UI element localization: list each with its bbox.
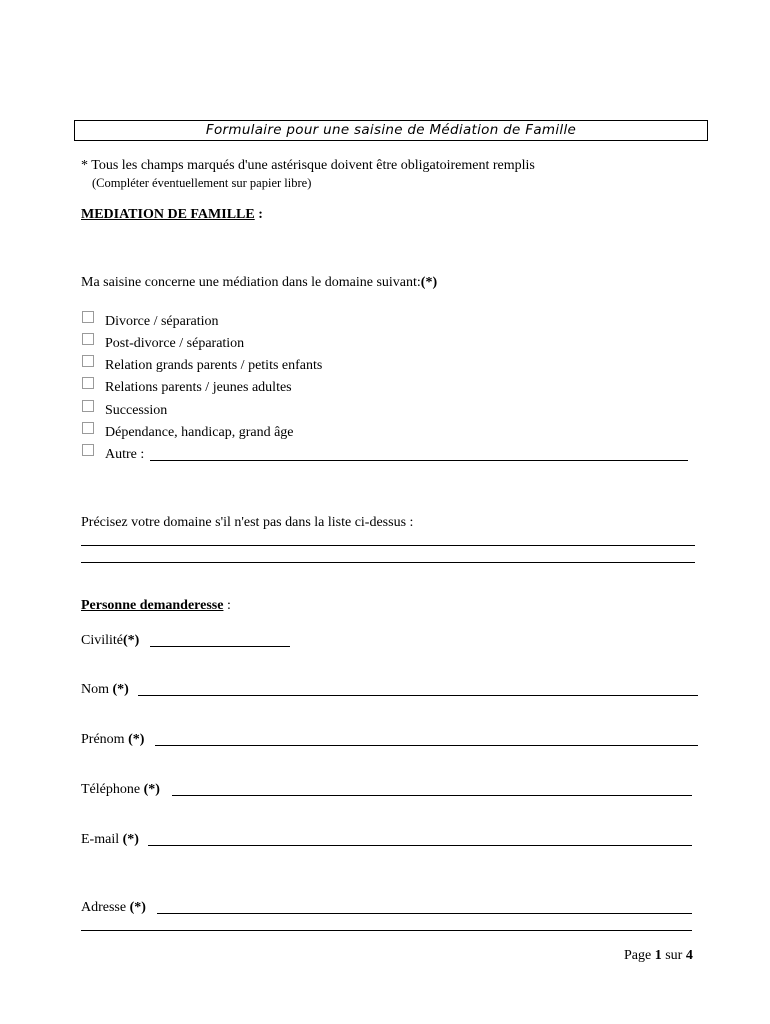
domain-label-dependance: Dépendance, handicap, grand âge xyxy=(105,425,294,440)
domain-question-text: Ma saisine concerne une médiation dans le domaine suivant: xyxy=(81,275,421,290)
nom-input-line[interactable] xyxy=(138,695,698,696)
prenom-label-text: Prénom xyxy=(81,732,129,747)
email-input-line[interactable] xyxy=(148,845,692,846)
required-marker: (*) xyxy=(112,682,129,697)
required-marker: (*) xyxy=(128,732,145,747)
page-number xyxy=(624,948,693,964)
telephone-label-text: Téléphone xyxy=(81,782,144,797)
checkbox-autre[interactable] xyxy=(82,444,94,456)
domain-label-succession: Succession xyxy=(105,403,168,418)
adresse-label-text: Adresse xyxy=(81,900,130,915)
adresse-input-line-1[interactable] xyxy=(157,913,692,914)
civilite-label-text: Civilité xyxy=(81,633,123,648)
precise-label: Précisez votre domaine s'il n'est pas dans la liste ci-dessus : xyxy=(81,515,414,530)
page-current: 1 xyxy=(654,948,662,963)
checkbox-succession[interactable] xyxy=(82,400,94,412)
nom-label xyxy=(81,682,129,698)
checkbox-post-divorce[interactable] xyxy=(82,333,94,345)
required-marker: (*) xyxy=(420,275,438,290)
precise-input-line-2[interactable] xyxy=(81,562,695,563)
required-marker: (*) xyxy=(122,832,139,847)
section-heading-person-suffix: : xyxy=(223,598,231,613)
checkbox-young-adults[interactable] xyxy=(82,377,94,389)
email-label-text: E-mail xyxy=(81,832,123,847)
required-note: * Tous les champs marqués d'une astérisque doivent être obligatoirement remplis xyxy=(81,158,535,173)
email-label xyxy=(81,832,139,848)
section-heading-suffix: : xyxy=(254,207,263,222)
section-heading-mediation xyxy=(81,207,263,223)
civilite-label xyxy=(81,633,139,649)
telephone-label xyxy=(81,782,160,798)
civilite-input-line[interactable] xyxy=(150,646,290,647)
checkbox-grandparents[interactable] xyxy=(82,355,94,367)
section-heading-person xyxy=(81,598,231,614)
page-prefix: Page xyxy=(624,948,655,963)
page-total: 4 xyxy=(685,948,693,963)
required-marker: (*) xyxy=(123,633,140,648)
precise-input-line-1[interactable] xyxy=(81,545,695,546)
section-heading-person-text: Personne demanderesse xyxy=(81,598,224,613)
prenom-input-line[interactable] xyxy=(155,745,698,746)
checkbox-divorce[interactable] xyxy=(82,311,94,323)
nom-label-text: Nom xyxy=(81,682,113,697)
domain-question xyxy=(81,275,437,291)
autre-input-line[interactable] xyxy=(150,460,688,461)
telephone-input-line[interactable] xyxy=(172,795,692,796)
prenom-label xyxy=(81,732,144,748)
form-title: Formulaire pour une saisine de Médiation de Famille xyxy=(74,120,708,141)
required-marker: (*) xyxy=(129,900,146,915)
domain-label-young-adults: Relations parents / jeunes adultes xyxy=(105,380,292,395)
domain-label-divorce: Divorce / séparation xyxy=(105,314,219,329)
domain-label-autre: Autre : xyxy=(105,447,145,462)
page-middle: sur xyxy=(661,948,686,963)
domain-label-grandparents: Relation grands parents / petits enfants xyxy=(105,358,323,373)
section-heading-mediation-text: MEDIATION DE FAMILLE xyxy=(81,207,255,222)
paper-note: (Compléter éventuellement sur papier libre) xyxy=(92,176,312,190)
adresse-input-line-2[interactable] xyxy=(81,930,692,931)
domain-label-post-divorce: Post-divorce / séparation xyxy=(105,336,245,351)
checkbox-dependance[interactable] xyxy=(82,422,94,434)
adresse-label xyxy=(81,900,146,916)
required-marker: (*) xyxy=(143,782,160,797)
